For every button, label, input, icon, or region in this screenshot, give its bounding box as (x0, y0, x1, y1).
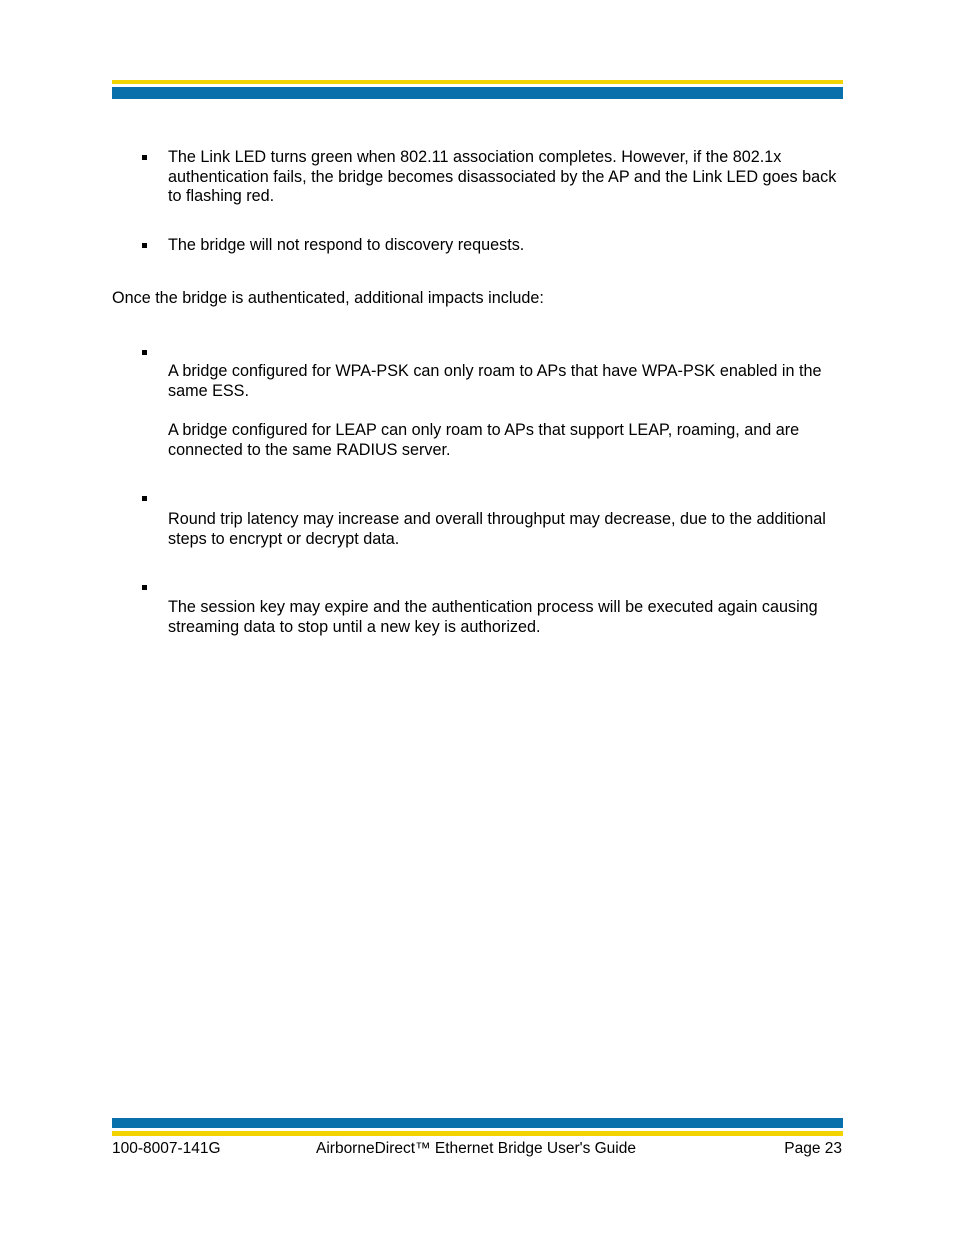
bullet-marker (142, 496, 147, 501)
impact-paragraph: The session key may expire and the authentication process will be executed again causing streaming data to stop until a new key is authorized. (168, 598, 818, 636)
bullet-marker (142, 585, 147, 590)
impact-paragraph: Round trip latency may increase and overall throughput may decrease, due to the additional steps to encrypt or decrypt data. (168, 510, 826, 548)
footer-page-number: Page 23 (784, 1140, 842, 1157)
footer-doc-number: 100-8007-141G (112, 1140, 221, 1157)
bullet-marker (142, 243, 147, 248)
footer-yellow-stripe (112, 1131, 843, 1136)
intro-paragraph: Once the bridge is authenticated, additional impacts include: (112, 289, 544, 307)
bullet-text: The bridge will not respond to discovery requests. (168, 236, 525, 254)
bullet-marker (142, 155, 147, 160)
footer-title: AirborneDirect™ Ethernet Bridge User's Guide (316, 1140, 636, 1157)
bullet-text: The Link LED turns green when 802.11 association completes. However, if the 802.1x authentication fails, the bridge becomes disassociated by the AP and the Link LED goes back to flashing red. (168, 148, 837, 206)
footer-blue-stripe (112, 1118, 843, 1128)
impact-paragraph: A bridge configured for WPA-PSK can only roam to APs that have WPA-PSK enabled in the same ESS. (168, 362, 822, 400)
impact-paragraph: A bridge configured for LEAP can only roam to APs that support LEAP, roaming, and are connected to the same RADIUS server. (168, 421, 800, 459)
bullet-marker (142, 350, 147, 355)
header-blue-stripe (112, 87, 843, 99)
